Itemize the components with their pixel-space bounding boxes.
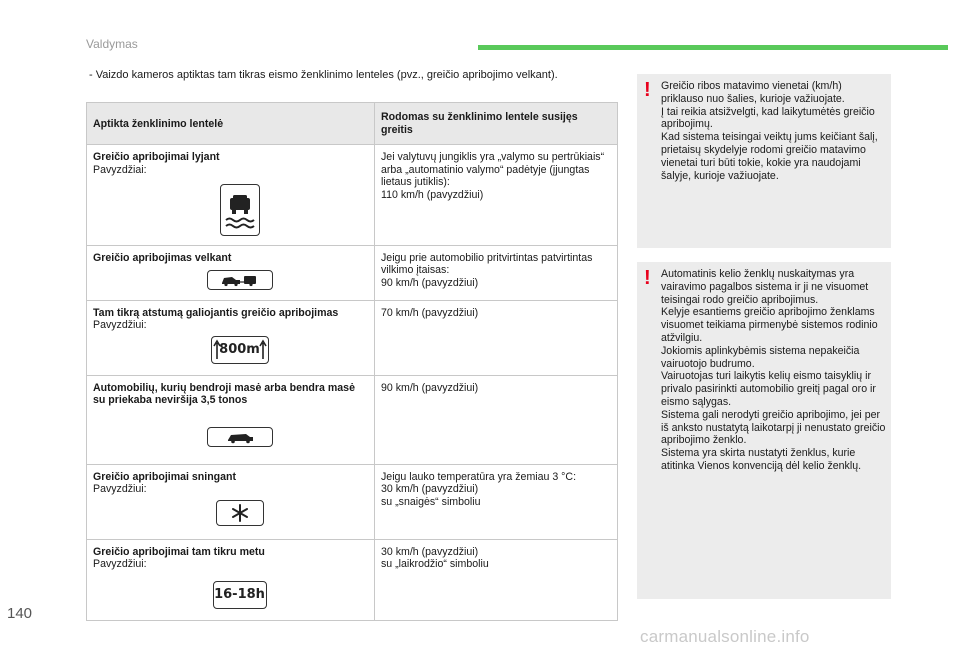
section-accent-bar <box>478 45 948 50</box>
row-subtitle: Pavyzdžiui: <box>93 483 147 496</box>
sign-table <box>86 102 618 621</box>
row-title: Tam tikrą atstumą galiojantis greičio apribojimas <box>93 306 339 319</box>
warning-exclamation-icon: ! <box>644 79 651 101</box>
warning-exclamation-icon: ! <box>644 267 651 289</box>
distance-arrows-icon <box>211 336 269 364</box>
speed-cell: Jeigu lauko temperatūra yra žemiau 3 °C: 30 km/h (pavyzdžiui) su „snaigės“ simboliu <box>375 464 618 539</box>
sign-cell <box>87 375 375 464</box>
sign-cell <box>87 300 375 375</box>
sign-cell <box>87 245 375 300</box>
page-number: 140 <box>7 605 33 622</box>
table-row <box>87 375 618 464</box>
row-title: Automobilių, kurių bendroji masė arba bendra masė su priekaba neviršija 3,5 tonos <box>93 381 355 407</box>
time-sign-icon <box>213 581 267 609</box>
intro-text: - Vaizdo kameros aptiktas tam tikras eismo ženklinimo lenteles (pvz., greičio apribojimo velkant). <box>89 69 558 81</box>
car-icon <box>207 427 273 447</box>
row-subtitle: Pavyzdžiui: <box>93 319 147 332</box>
row-title: Greičio apribojimai sningant <box>93 470 237 483</box>
table-header-speed: Rodomas su ženklinimo lentele susijęs greitis <box>375 103 618 145</box>
snowflake-icon <box>216 500 264 526</box>
table-row <box>87 245 618 300</box>
speed-cell: Jei valytuvų jungiklis yra „valymo su pertrūkiais“ arba „automatinio valymo“ padėtyje (įjungtas lietaus jutiklis): 110 km/h (pavyzdžiui) <box>375 145 618 246</box>
watermark: carmanualsonline.info <box>640 627 810 646</box>
row-title: Greičio apribojimas velkant <box>93 251 232 264</box>
row-subtitle: Pavyzdžiui: <box>93 558 147 571</box>
warning-note-text: Greičio ribos matavimo vienetai (km/h) priklauso nuo šalies, kurioje važiuojate. Į tai reikia atsižvelgti, kad laikytumėtės greičio apribojimų. Kad sistema teisingai veiktų jums keičiant šalį, prietaisų skydelyje rodomi greičio matavimo vienetai turi būti tokie, kokie yra naudojami šalyje, kurioje važiuojate. <box>661 80 878 182</box>
speed-cell: 90 km/h (pavyzdžiui) <box>375 375 618 464</box>
table-row <box>87 539 618 620</box>
warning-note <box>637 262 891 599</box>
table-header-detected: Aptikta ženklinimo lentelė <box>87 103 375 145</box>
sign-time-text: 16-18h <box>214 586 265 602</box>
warning-note-text: Automatinis kelio ženklų nuskaitymas yra vairavimo pagalbos sistema ir ji ne visuomet teisingai rodo greičio apribojimus. Kelyje esantiems greičio apribojimo ženklams visuomet teikiama pirmenybė sistemos rodinio atžvilgiu. Jokiomis aplinkybėmis sistema nepakeičia vairuotojo budrumo. Vairuotojas turi laikytis kelių eismo taisyklių ir privalo pasirinkti automobilio greitį pagal oro ir eismo sąlygas. Sistema gali nerodyti greičio apribojimo, jei per iš anksto nustatytą laikotarpį ji nenustato greičio apribojimo ženklo. Sistema yra skirta nustatyti ženklus, kurie atitinka Vienos konvenciją dėl kelio ženklų. <box>661 268 886 472</box>
warning-note <box>637 74 891 248</box>
section-title: Valdymas <box>86 37 138 51</box>
table-row <box>87 464 618 539</box>
table-header-row <box>87 103 618 145</box>
table-row <box>87 145 618 246</box>
car-towing-trailer-icon <box>207 270 273 290</box>
row-title: Greičio apribojimai tam tikru metu <box>93 545 265 558</box>
speed-cell: 30 km/h (pavyzdžiui) su „laikrodžio“ simboliu <box>375 539 618 620</box>
row-subtitle: Pavyzdžiai: <box>93 163 147 176</box>
sign-distance-text: 800m <box>219 341 260 357</box>
row-title: Greičio apribojimai lyjant <box>93 151 220 163</box>
sign-cell <box>87 464 375 539</box>
table-row <box>87 300 618 375</box>
sign-cell <box>87 145 375 246</box>
car-skidding-icon <box>220 184 260 236</box>
sign-cell <box>87 539 375 620</box>
speed-cell: 70 km/h (pavyzdžiui) <box>375 300 618 375</box>
speed-cell: Jeigu prie automobilio pritvirtintas patvirtintas vilkimo įtaisas: 90 km/h (pavyzdžiui) <box>375 245 618 300</box>
